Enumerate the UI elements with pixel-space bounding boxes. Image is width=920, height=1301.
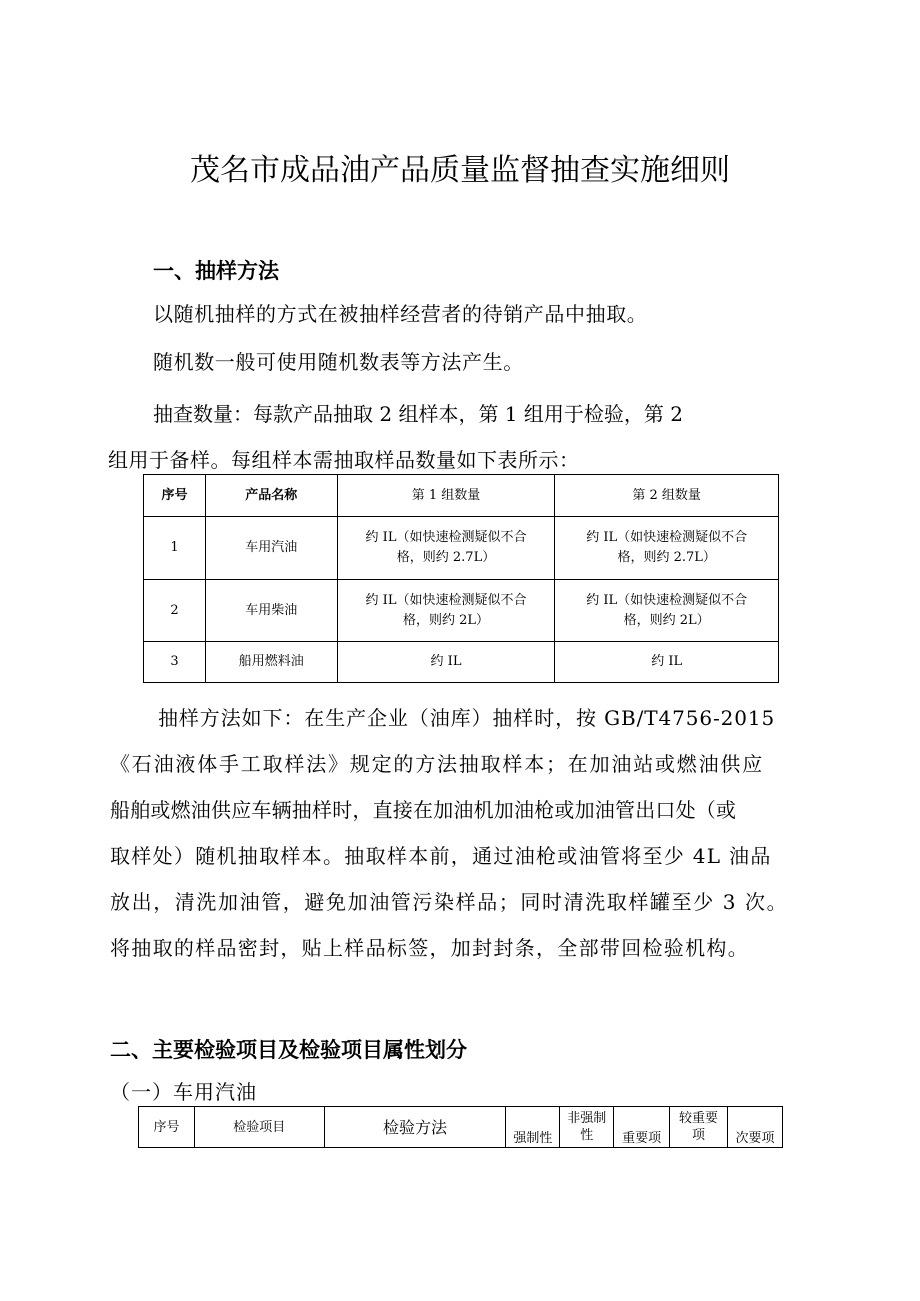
row-product-name: 船用燃料油: [205, 642, 337, 683]
table-header-row: [139, 1107, 783, 1148]
header-no: 序号: [139, 1107, 195, 1148]
header-secondary: 次要项: [728, 1107, 783, 1148]
page-title: 茂名市成品油产品质量监督抽查实施细则: [190, 153, 730, 188]
row-group2-quantity: [555, 580, 779, 642]
section2-heading: 二、主要检验项目及检验项目属性划分: [110, 1038, 467, 1062]
row-no: 2: [144, 580, 206, 642]
header-text: 性: [580, 1128, 594, 1143]
inspection-items-table: [138, 1106, 783, 1148]
method-line-3: 船舶或燃油供应车辆抽样时，直接在加油机加油枪或加油管出口处（或: [110, 798, 737, 822]
table-row: [144, 580, 779, 642]
row-group1-quantity: [337, 580, 555, 642]
row-group1-quantity: 约 IL: [337, 642, 555, 683]
header-inspection-method: 检验方法: [324, 1107, 506, 1148]
sample-quantity-table: [143, 474, 779, 683]
row-no: 3: [144, 642, 206, 683]
method-line-2: 《石油液体手工取样法》规定的方法抽取样本；在加油站或燃油供应: [110, 752, 764, 776]
method-line-5: 放出，清洗加油管，避免加油管污染样品；同时清洗取样罐至少 3 次。: [110, 890, 789, 914]
quantity-text: 格，则约 2L）: [623, 612, 710, 628]
paragraph-quantity-line2: 组用于备样。每组样本需抽取样品数量如下表所示：: [108, 448, 580, 472]
header-non-mandatory: [560, 1107, 614, 1148]
quantity-text: 格，则约 2.7L）: [617, 550, 716, 565]
paragraph-random-number: 随机数一般可使用随机数表等方法产生。: [153, 350, 524, 374]
header-no: 序号: [144, 475, 206, 517]
table-header-row: [144, 475, 779, 517]
header-inspection-item: 检验项目: [194, 1107, 324, 1148]
row-product-name: 车用柴油: [205, 580, 337, 642]
header-text: 项: [692, 1128, 706, 1143]
method-line-1: 抽样方法如下：在生产企业（油库）抽样时，按 GB/T4756-2015: [158, 706, 776, 730]
header-product-name: 产品名称: [205, 475, 337, 517]
paragraph-random-sampling: 以随机抽样的方式在被抽样经营者的待销产品中抽取。: [153, 302, 648, 326]
row-group2-quantity: 约 IL: [555, 642, 779, 683]
method-line-6: 将抽取的样品密封，贴上样品标签，加封封条，全部带回检验机构。: [110, 936, 749, 960]
quantity-text: 约 IL（如快速检测疑似不合: [586, 530, 748, 545]
header-text: 较重要: [679, 1111, 719, 1126]
section1-heading: 一、抽样方法: [153, 259, 279, 283]
header-group1: 第 1 组数量: [337, 475, 555, 517]
table-row: [144, 642, 779, 683]
quantity-text: 约 IL（如快速检测疑似不合: [365, 530, 527, 545]
header-mandatory: 强制性: [506, 1107, 560, 1148]
quantity-text: 约 IL（如快速检测疑似不合: [365, 592, 527, 608]
paragraph-quantity-line1: 抽查数量：每款产品抽取 2 组样本，第 1 组用于检验，第 2: [153, 402, 683, 426]
row-product-name: 车用汽油: [205, 517, 337, 580]
quantity-text: 格，则约 2L）: [402, 612, 490, 628]
row-group2-quantity: [555, 517, 779, 580]
header-text: 非强制: [567, 1111, 607, 1126]
section2-subheading: （一）车用汽油: [110, 1080, 257, 1104]
header-group2: 第 2 组数量: [555, 475, 779, 517]
row-no: 1: [144, 517, 206, 580]
table-row: [144, 517, 779, 580]
row-group1-quantity: [337, 517, 555, 580]
header-more-important: [670, 1107, 728, 1148]
method-line-4: 取样处）随机抽取样本。抽取样本前，通过油枪或油管将至少 4L 油品: [110, 844, 772, 868]
quantity-text: 格，则约 2.7L）: [396, 550, 496, 565]
quantity-text: 约 IL（如快速检测疑似不合: [586, 592, 748, 608]
header-important: 重要项: [614, 1107, 670, 1148]
